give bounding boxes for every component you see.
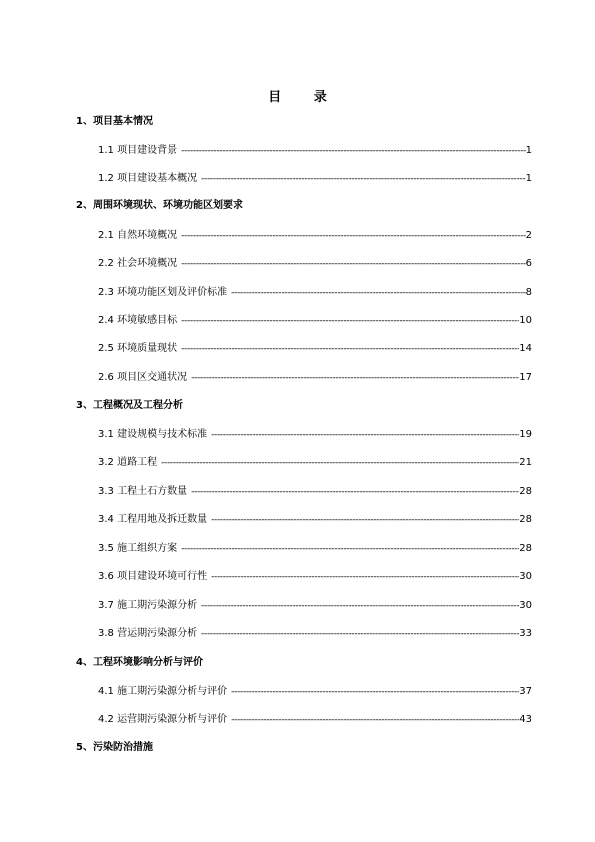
toc-entry-page: 28 — [519, 486, 532, 497]
toc-entry[interactable] — [98, 482, 532, 497]
toc-entry-page: 28 — [519, 543, 532, 554]
toc-entry-page: 43 — [519, 714, 532, 725]
toc-entry-page: 8 — [525, 287, 532, 298]
toc-entry-label: 3.8 营运期污染源分析 — [98, 628, 198, 639]
toc-entry[interactable] — [98, 624, 532, 639]
toc-leader-dots — [201, 174, 526, 184]
toc-entry-label: 3.4 工程用地及拆迁数量 — [98, 514, 208, 525]
toc-leader-dots — [181, 231, 526, 241]
toc-entry[interactable] — [98, 510, 532, 525]
toc-entry[interactable] — [98, 453, 532, 468]
toc-section-heading: 3、工程概况及工程分析 — [76, 400, 183, 411]
toc-leader-dots — [231, 687, 519, 697]
toc-title: 目 录 — [268, 90, 341, 105]
toc-entry-page: 10 — [519, 315, 532, 326]
toc-entry-label: 3.7 施工期污染源分析 — [98, 600, 198, 611]
toc-entry-page: 19 — [519, 429, 532, 440]
toc-entry-label: 3.5 施工组织方案 — [98, 543, 178, 554]
toc-entry-label: 3.1 建设规模与技术标准 — [98, 429, 208, 440]
toc-entry[interactable] — [98, 339, 532, 354]
toc-section-heading: 4、工程环境影响分析与评价 — [76, 657, 203, 668]
toc-entry-page: 28 — [519, 514, 532, 525]
toc-entry[interactable] — [98, 283, 532, 298]
toc-entry-label: 2.1 自然环境概况 — [98, 230, 178, 241]
toc-leader-dots — [211, 515, 519, 525]
toc-leader-dots — [181, 259, 526, 269]
toc-entry-label: 1.1 项目建设背景 — [98, 145, 178, 156]
toc-entry[interactable] — [98, 226, 532, 241]
toc-entry-page: 14 — [519, 343, 532, 354]
toc-entry-label: 4.2 运营期污染源分析与评价 — [98, 714, 228, 725]
toc-entry-label: 3.2 道路工程 — [98, 457, 158, 468]
toc-section-heading: 2、周围环境现状、环境功能区划要求 — [76, 200, 243, 211]
toc-entry-page: 6 — [525, 258, 532, 269]
toc-entry[interactable] — [98, 425, 532, 440]
toc-entry-label: 2.6 项目区交通状况 — [98, 372, 188, 383]
toc-entry[interactable] — [98, 141, 532, 156]
toc-entry[interactable] — [98, 254, 532, 269]
toc-entry-page: 21 — [519, 457, 532, 468]
toc-leader-dots — [181, 544, 519, 554]
toc-entry-label: 2.4 环境敏感目标 — [98, 315, 178, 326]
toc-entry-label: 3.6 项目建设环境可行性 — [98, 571, 208, 582]
toc-leader-dots — [161, 458, 519, 468]
toc-leader-dots — [191, 373, 519, 383]
toc-entry-page: 1 — [525, 173, 532, 184]
toc-section-heading: 1、项目基本情况 — [76, 116, 153, 127]
toc-entry[interactable] — [98, 539, 532, 554]
toc-leader-dots — [231, 288, 526, 298]
toc-entry-page: 1 — [525, 145, 532, 156]
toc-entry-page: 37 — [519, 686, 532, 697]
toc-entry-page: 30 — [519, 600, 532, 611]
toc-leader-dots — [181, 344, 519, 354]
toc-entry-label: 2.5 环境质量现状 — [98, 343, 178, 354]
toc-entry-page: 2 — [525, 230, 532, 241]
toc-entry[interactable] — [98, 710, 532, 725]
toc-entry-page: 17 — [519, 372, 532, 383]
toc-entry-label: 4.1 施工期污染源分析与评价 — [98, 686, 228, 697]
toc-entry-page: 30 — [519, 571, 532, 582]
toc-leader-dots — [181, 316, 519, 326]
toc-entry[interactable] — [98, 169, 532, 184]
toc-entry[interactable] — [98, 682, 532, 697]
toc-entry-label: 2.2 社会环境概况 — [98, 258, 178, 269]
toc-leader-dots — [211, 430, 519, 440]
toc-entry-label: 3.3 工程土石方数量 — [98, 486, 188, 497]
toc-entry[interactable] — [98, 311, 532, 326]
toc-leader-dots — [181, 146, 526, 156]
toc-leader-dots — [201, 601, 519, 611]
toc-leader-dots — [191, 487, 519, 497]
toc-entry-label: 1.2 项目建设基本概况 — [98, 173, 198, 184]
toc-entry[interactable] — [98, 368, 532, 383]
toc-section-heading: 5、污染防治措施 — [76, 742, 153, 753]
toc-leader-dots — [231, 715, 519, 725]
toc-entry[interactable] — [98, 567, 532, 582]
toc-entry-page: 33 — [519, 628, 532, 639]
toc-leader-dots — [211, 572, 519, 582]
toc-entry-label: 2.3 环境功能区划及评价标准 — [98, 287, 228, 298]
toc-leader-dots — [201, 629, 519, 639]
toc-entry[interactable] — [98, 596, 532, 611]
